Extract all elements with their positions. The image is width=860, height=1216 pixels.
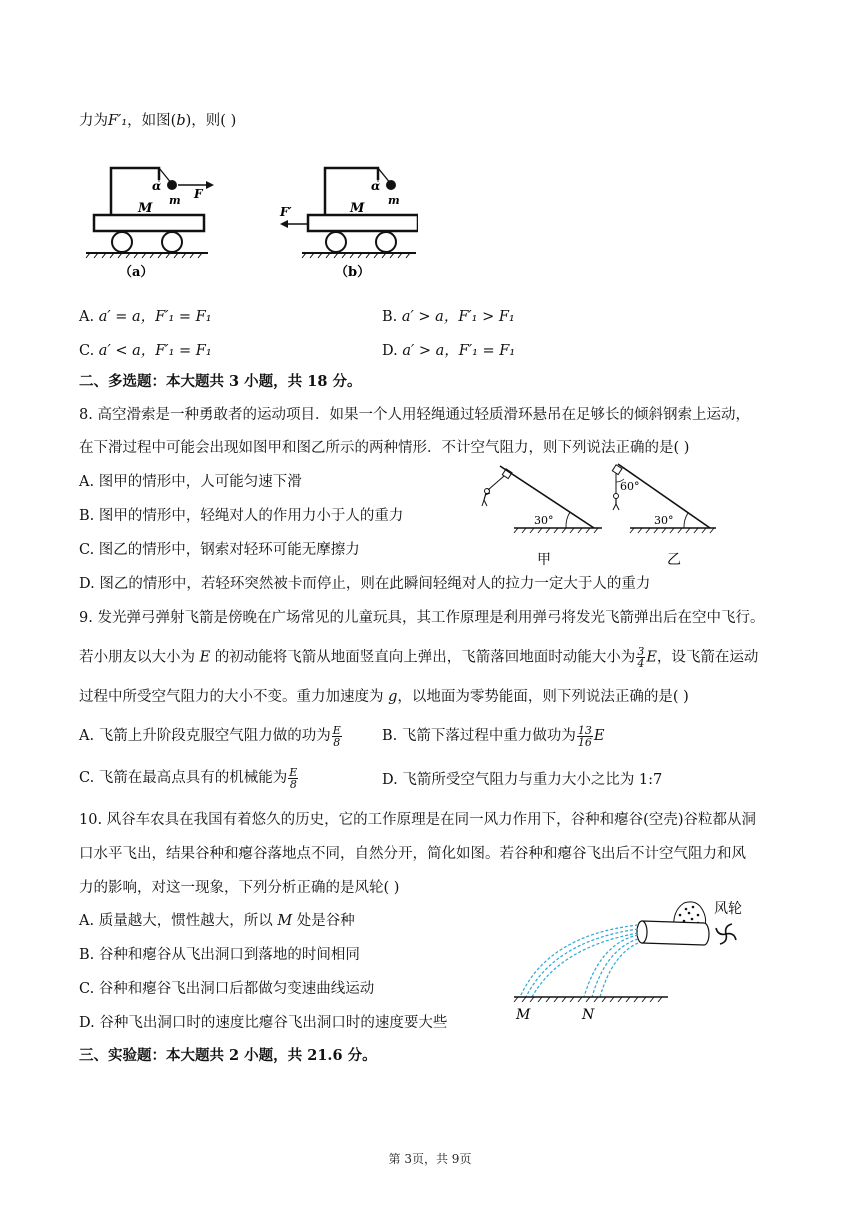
q8-option-a: A. 图甲的情形中，人可能匀速下滑 [79, 474, 302, 490]
q10-stem-line2: 口水平飞出，结果谷种和瘪谷落地点不同，自然分开，简化如图。若谷种和瘪谷飞出后不计空气阻力和风 [79, 846, 746, 862]
q7b-caption: （b） [335, 265, 371, 280]
q8-option-b: B. 图甲的情形中，轻绳对人的作用力小于人的重力 [79, 508, 404, 524]
q10-figure-winnower [508, 895, 758, 1025]
q8-stem-line1: 8. 高空滑索是一种勇敢者的运动项目．如果一个人用轻绳通过轻质滑环悬吊在足够长的倾斜钢索上运动， [79, 407, 750, 423]
q8-jia-label: 甲 [537, 552, 551, 568]
q9-stem-line2: 若小朋友以大小为 E 的初动能将飞箭从地面竖直向上弹出，飞箭落回地面时动能大小为 $\frac{3}{4}$ E，设飞箭在运动 [79, 645, 759, 670]
q7b-mass-small-label: m [388, 194, 400, 207]
q9-option-c: C. 飞箭在最高点具有的机械能为 $\frac{E}{8}$ [79, 765, 298, 791]
q7-option-d: D. a′ > a，F′₁ = F₁ [382, 343, 516, 359]
q9-option-b: B. 飞箭下落过程中重力做功为 $\frac{13}{16}$ E [382, 723, 605, 749]
q10-stem-line3: 力的影响，对这一现象，下列分析正确的是风轮( ) [79, 880, 400, 896]
section-3-title: 三、实验题：本大题共 2 小题，共 21.6 分。 [79, 1047, 377, 1064]
q7a-caption: （a） [119, 265, 154, 280]
q7a-mass-big-label: M [138, 201, 153, 216]
q7a-mass-small-label: m [169, 194, 181, 207]
q7b-mass-big-label: M [350, 201, 365, 216]
q9-option-d: D. 飞箭所受空气阻力与重力大小之比为 1:7 [382, 772, 663, 788]
q9-option-a: A. 飞箭上升阶段克服空气阻力做的功为 $\frac{E}{8}$ [79, 723, 341, 749]
q9-stem-line1: 9. 发光弹弓弹射飞箭是傍晚在广场常见的儿童玩具，其工作原理是利用弹弓将发光飞箭弹出后在空中飞行。 [79, 610, 765, 626]
q10-option-d: D. 谷种飞出洞口时的速度比瘪谷飞出洞口时的速度要大些 [79, 1015, 448, 1031]
q7-option-a: A. a′ = a，F′₁ = F₁ [79, 309, 212, 325]
q7b-force-label: F′ [280, 205, 292, 219]
q7-figure-a [84, 160, 214, 280]
q9-stem-line3: 过程中所受空气阻力的大小不变。重力加速度为 g，以地面为零势能面，则下列说法正确的是( ) [79, 689, 689, 705]
q8-yi-angle2: 60° [620, 480, 640, 493]
q10-option-a: A. 质量越大，惯性越大，所以 M 处是谷种 [79, 913, 355, 929]
section-2-title: 二、多选题：本大题共 3 小题，共 18 分。 [79, 373, 362, 390]
q7-option-c: C. a′ < a，F′₁ = F₁ [79, 343, 212, 359]
q8-option-d: D. 图乙的情形中，若轻环突然被卡而停止，则在此瞬间轻绳对人的拉力一定大于人的重力 [79, 576, 651, 592]
q10-stem-line1: 10. 风谷车农具在我国有着悠久的历史，它的工作原理是在同一风力作用下，谷种和瘪谷(空壳)谷粒都从洞 [79, 812, 756, 828]
q10-option-c: C. 谷种和瘪谷飞出洞口后都做匀变速曲线运动 [79, 981, 375, 997]
q7b-angle-label: α [371, 179, 381, 193]
q8-figure-jia [474, 460, 604, 572]
q8-stem-line2: 在下滑过程中可能会出现如图甲和图乙所示的两种情形．不计空气阻力，则下列说法正确的是( ) [79, 440, 690, 456]
q10-wind-label: 风轮 [714, 901, 742, 917]
q8-yi-angle: 30° [654, 514, 674, 527]
q8-yi-label: 乙 [667, 552, 681, 568]
q10-option-b: B. 谷种和瘪谷从飞出洞口到落地的时间相同 [79, 947, 360, 963]
q10-point-m: M [516, 1007, 531, 1023]
q7a-force-label: F [194, 187, 203, 201]
q8-option-c: C. 图乙的情形中，钢索对轻环可能无摩擦力 [79, 542, 360, 558]
q10-point-n: N [582, 1007, 595, 1023]
q7a-angle-label: α [152, 179, 162, 193]
q8-jia-angle: 30° [534, 514, 554, 527]
q7-stem-tail: 力为F′₁，如图(b)，则( ) [79, 113, 237, 129]
q7-option-b: B. a′ > a，F′₁ > F₁ [382, 309, 515, 325]
page-footer: 第 3页，共 9页 [388, 1152, 472, 1166]
q8-figure-yi [604, 460, 724, 572]
q7-figure-b [278, 160, 418, 280]
